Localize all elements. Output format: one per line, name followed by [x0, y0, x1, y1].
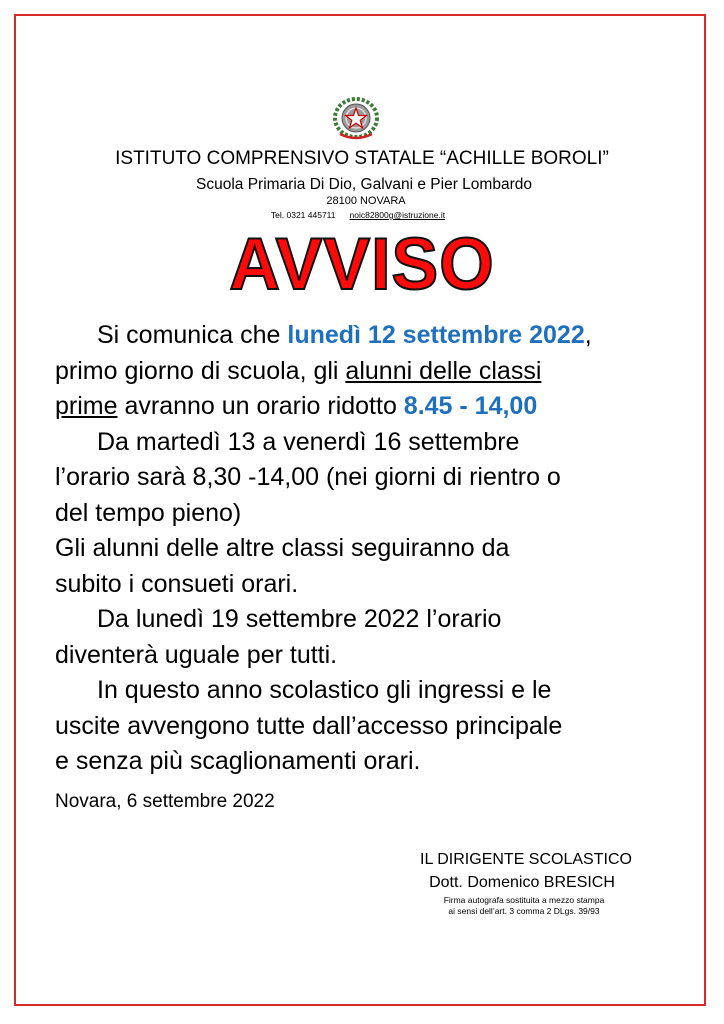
body-line: e senza più scaglionamenti orari. [55, 747, 421, 775]
address: 28100 NOVARA [326, 195, 406, 207]
body-line: Gli alunni delle altre classi seguiranno da [55, 534, 510, 562]
body-line: Da lunedì 19 settembre 2022 l’orario [97, 605, 502, 633]
signature-note: Firma autografa sostituita a mezzo stampa [443, 895, 605, 905]
notice-title: AVVISO [229, 223, 495, 305]
italian-republic-emblem-icon [332, 96, 380, 142]
body-line: In questo anno scolastico gli ingressi e le [97, 676, 552, 704]
signatory-name: Dott. Domenico BRESICH [429, 874, 615, 891]
place-and-date: Novara, 6 settembre 2022 [55, 791, 275, 812]
body-line: diventerà uguale per tutti. [55, 640, 338, 669]
body-line [55, 389, 675, 425]
body-line [55, 354, 675, 390]
contacts [0, 210, 720, 220]
body-text: , [584, 321, 592, 349]
first-day-date: lunedì 12 settembre 2022 [287, 321, 585, 349]
body-text: primo giorno di scuola, gli [55, 356, 346, 385]
underlined-text: alunni delle classi [345, 356, 542, 385]
school-name: Scuola Primaria Di Dio, Galvani e Pier Lombardo [196, 176, 532, 193]
institute-name: ISTITUTO COMPRENSIVO STATALE “ACHILLE BOROLI” [115, 148, 609, 169]
notice-body [55, 318, 675, 780]
body-line: subito i consueti orari. [55, 569, 299, 598]
signature-note-law: ai sensi dell’art. 3 comma 2 DLgs. 39/93 [448, 906, 600, 916]
phone-number: Tel. 0321 445711 [270, 210, 336, 220]
reduced-schedule-time: 8.45 - 14,00 [403, 392, 538, 420]
body-text: Si comunica che [97, 321, 288, 349]
body-line: l’orario sarà 8,30 -14,00 (nei giorni di rientro o [55, 463, 561, 491]
underlined-text: prime [55, 392, 118, 420]
signatory-role: IL DIRIGENTE SCOLASTICO [420, 851, 632, 868]
body-line: uscite avvengono tutte dall’accesso principale [55, 711, 563, 740]
email-link[interactable]: noic82800g@istruzione.it [349, 210, 446, 220]
body-line [55, 318, 675, 354]
body-line: Da martedì 13 a venerdì 16 settembre [97, 427, 520, 456]
body-line: del tempo pieno) [55, 498, 242, 527]
body-text: avranno un orario ridotto [117, 392, 404, 420]
